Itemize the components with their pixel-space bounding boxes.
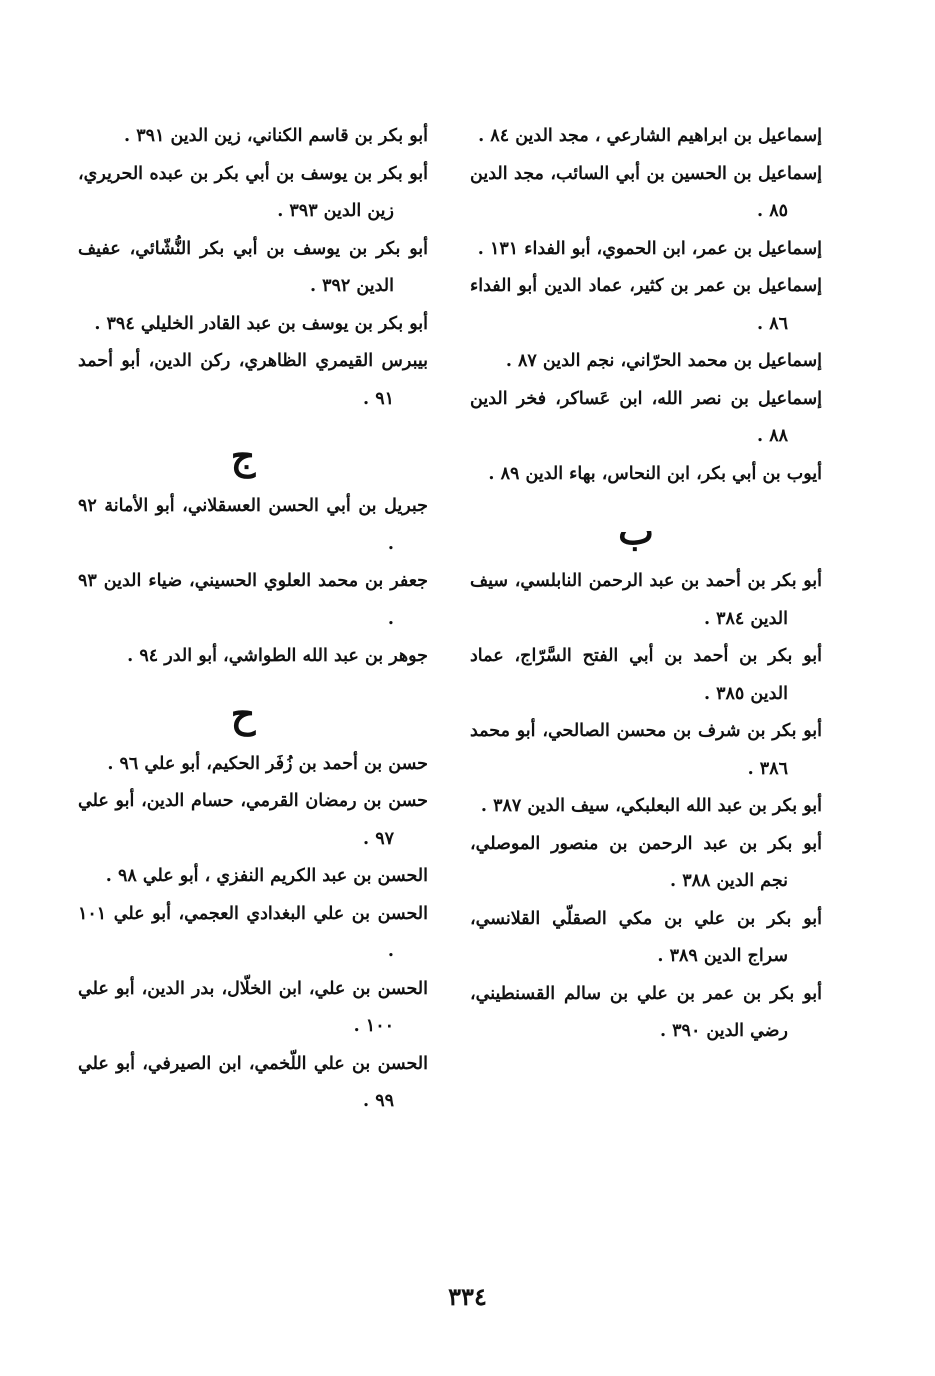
index-entry: جعفر بن محمد العلوي الحسيني، ضياء الدين ٩٣ . — [78, 571, 428, 629]
index-entry: أبو بكر بن يوسف بن عبد القادر الخليلي ٣٩٤ . — [94, 313, 428, 334]
index-entry: إسماعيل بن عمر، ابن الحموي، أبو الفداء ١٣١ . — [477, 238, 822, 259]
index-entry: إسماعيل بن محمد الحرّاني، نجم الدين ٨٧ . — [505, 351, 822, 371]
index-entry: الحسن بن علي، ابن الخلّال، بدر الدين، أبو علي ١٠٠ . — [78, 978, 428, 1036]
index-entry: حسن بن أحمد بن زُفَر الحكيم، أبو علي ٩٦ . — [107, 753, 428, 774]
index-entry: الحسن بن عبد الكريم النفزي ، أبو علي ٩٨ . — [105, 866, 428, 886]
index-entry: إسماعيل بن الحسين بن أبي السائب، مجد الدين ٨٥ . — [470, 163, 822, 221]
section-letter-heading: ح — [230, 690, 256, 736]
index-entry: أبو بكر بن علي بن مكي الصقلّي القلانسي، سراج الدين ٣٨٩ . — [470, 908, 822, 966]
index-entry: بيبرس القيمري الظاهري، ركن الدين، أبو أحمد ٩١ . — [78, 351, 428, 409]
index-entry: أبو بكر بن أحمد بن أبي الفتح السَّرّاج، عماد الدين ٣٨٥ . — [470, 646, 822, 704]
index-entry: أبو بكر بن يوسف بن أبي بكر النُّشّائي، عفيف الدين ٣٩٢ . — [78, 238, 428, 296]
index-entry: أبو بكر بن عبد الرحمن بن منصور الموصلي، نجم الدين ٣٨٨ . — [470, 833, 822, 891]
index-entry: الحسن بن علي اللّخمي، ابن الصيرفي، أبو علي ٩٩ . — [78, 1053, 428, 1111]
index-entry: إسماعيل بن ابراهيم الشارعي ، مجد الدين ٨٤ . — [478, 126, 822, 146]
index-entry: جبريل بن أبي الحسن العسقلاني، أبو الأمانة ٩٢ . — [78, 496, 428, 554]
index-entry: إسماعيل بن نصر الله، ابن عَساكر، فخر الدين ٨٨ . — [470, 388, 822, 446]
section-letter-heading: ج — [230, 433, 256, 478]
index-entry: إسماعيل بن عمر بن كثير، عماد الدين أبو الفداء ٨٦ . — [470, 276, 822, 334]
index-entry: أيوب بن أبي بكر، ابن النحاس، بهاء الدين ٨٩ . — [488, 463, 822, 484]
index-entry: جوهر بن عبد الله الطواشي، أبو الدر ٩٤ . — [127, 646, 428, 666]
index-entry: حسن بن رمضان القرمي، حسام الدين، أبو علي ٩٧ . — [78, 791, 428, 849]
index-entry: أبو بكر بن شرف بن محسن الصالحي، أبو محمد ٣٨٦ . — [470, 721, 822, 779]
section-letter-heading: ب — [618, 508, 654, 553]
index-entry: أبو بكر بن عمر بن علي بن سالم القسنطيني، رضي الدين ٣٩٠ . — [470, 983, 822, 1041]
index-entry: أبو بكر بن يوسف بن أبي بكر بن عبده الحريري، زين الدين ٣٩٣ . — [78, 163, 428, 221]
index-entry: الحسن بن علي البغدادي العجمي، أبو علي ١٠١ . — [78, 903, 428, 961]
page-number: ٣٣٤ — [448, 1282, 487, 1311]
index-entry: أبو بكر بن قاسم الكناني، زين الدين ٣٩١ . — [124, 126, 428, 146]
index-column-left — [78, 118, 428, 1121]
index-entry: أبو بكر بن عبد الله البعلبكي، سيف الدين ٣٨٧ . — [480, 796, 822, 816]
index-column-right — [470, 118, 822, 1051]
index-entry: أبو بكر بن أحمد بن عبد الرحمن النابلسي، سيف الدين ٣٨٤ . — [470, 571, 822, 629]
